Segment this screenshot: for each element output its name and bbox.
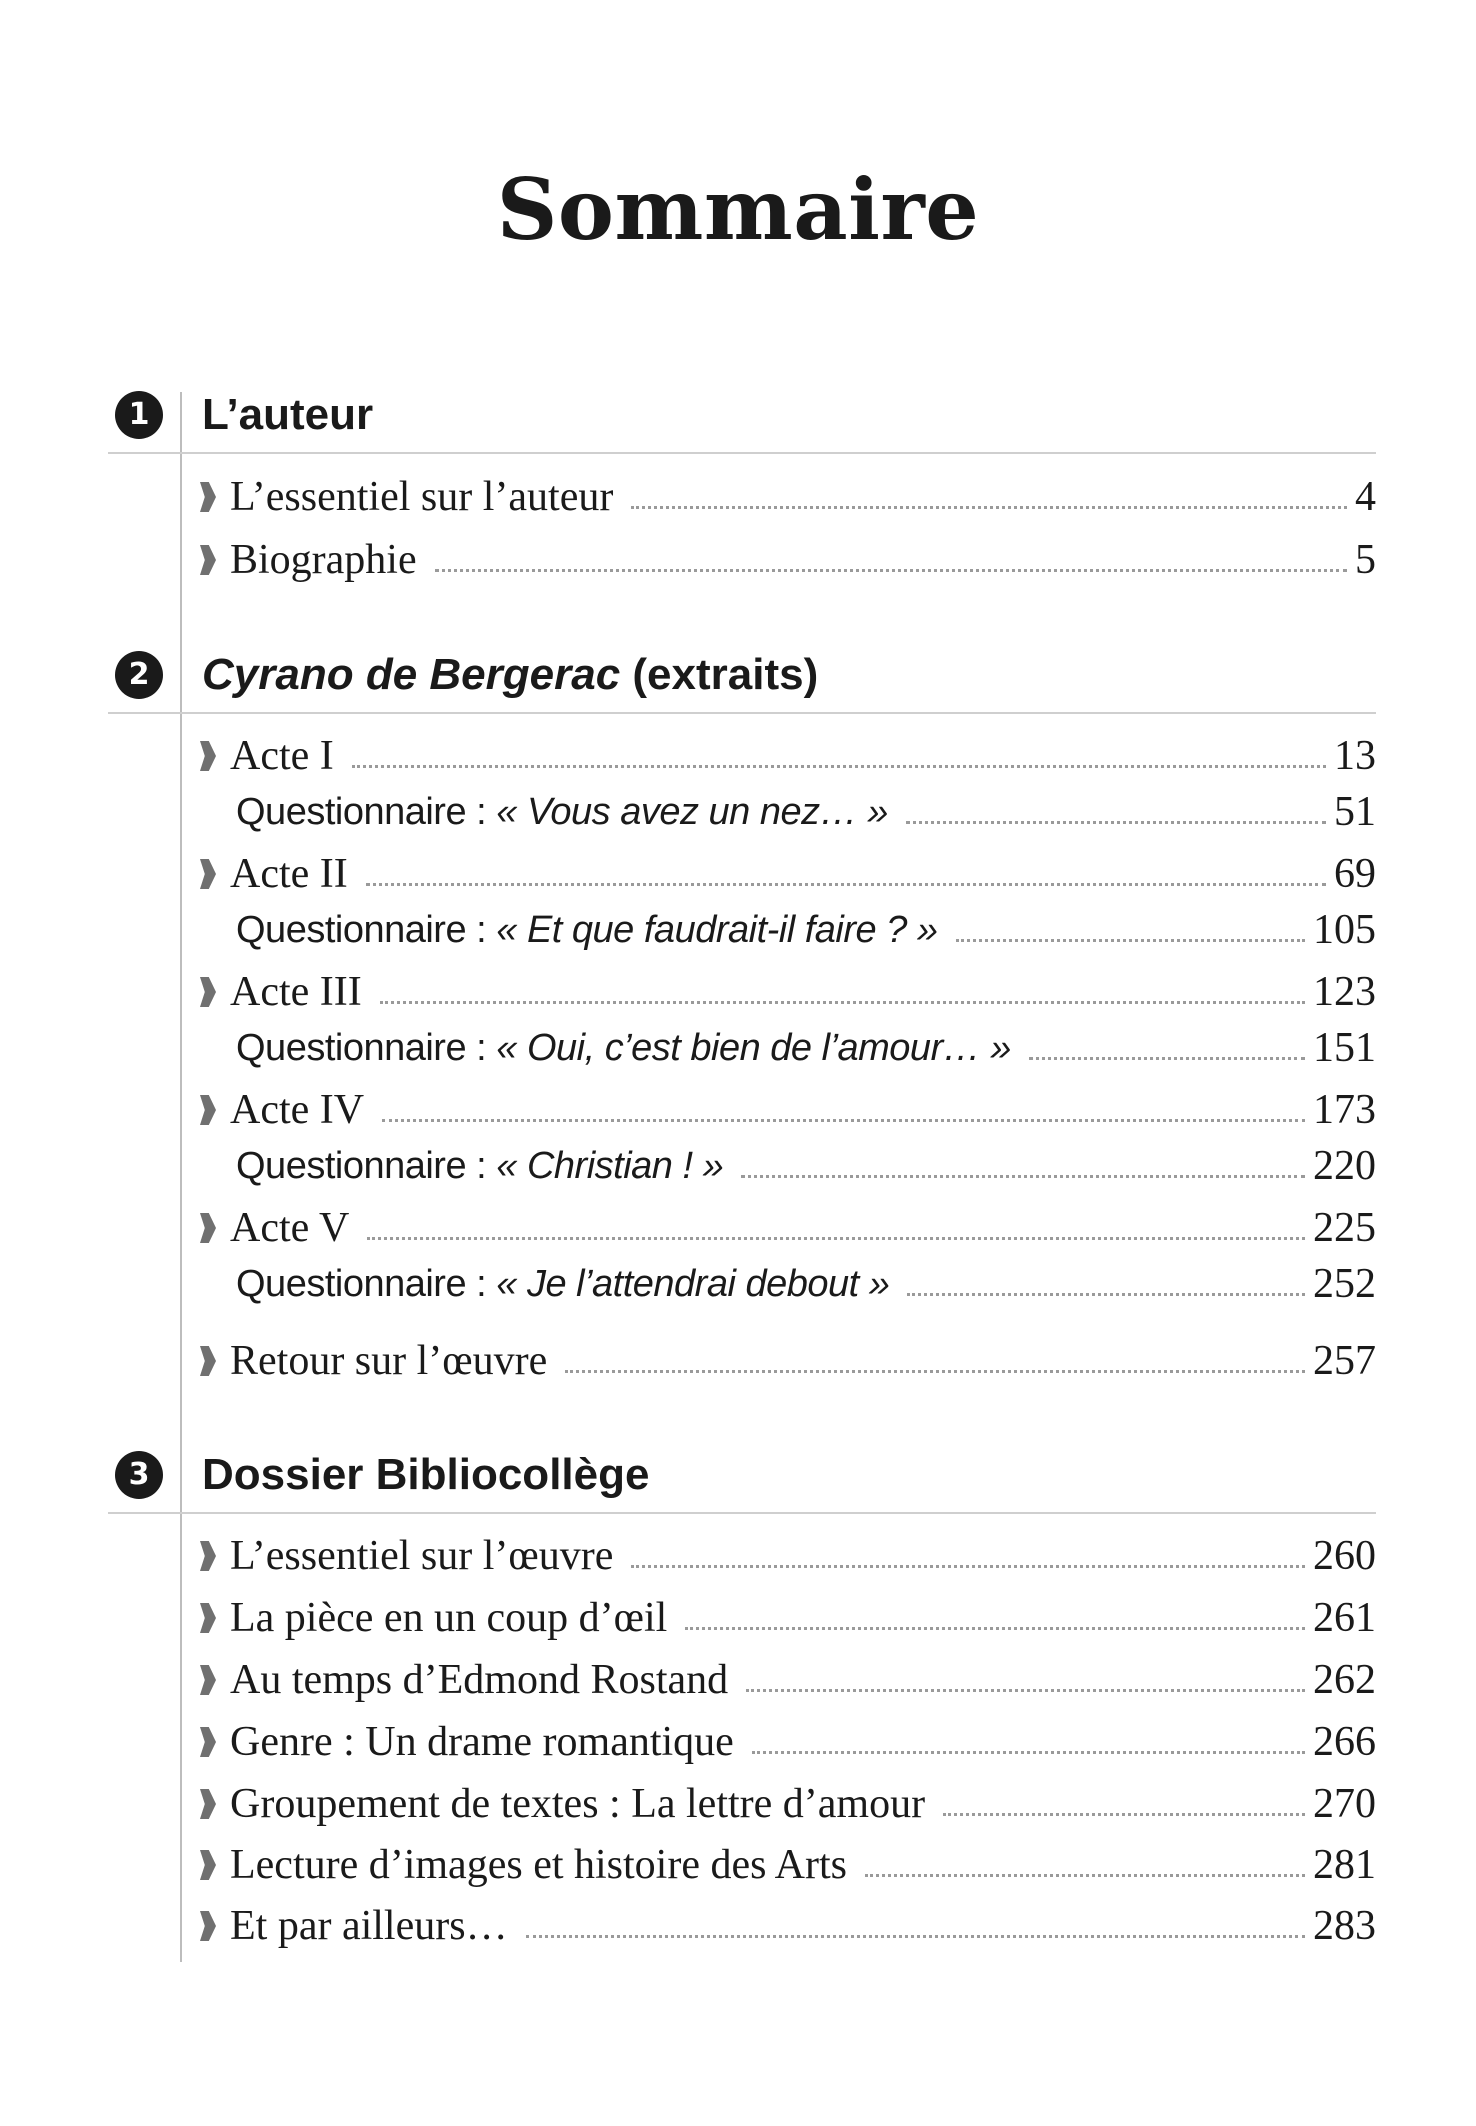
toc-entry[interactable] — [200, 1194, 1376, 1254]
bullet-arrow-icon — [200, 741, 216, 771]
dot-leader — [366, 883, 1326, 886]
dot-leader — [1029, 1057, 1305, 1060]
section-number-badge: 2 — [115, 651, 163, 699]
entry-label: Groupement de textes : La lettre d’amour — [230, 1781, 926, 1827]
page-number: 260 — [1313, 1533, 1376, 1579]
section-number-badge: 1 — [115, 391, 163, 439]
section-title — [202, 647, 818, 703]
page-number: 270 — [1313, 1781, 1376, 1827]
entry-label: Acte III — [230, 969, 362, 1015]
toc-entry[interactable] — [200, 1327, 1376, 1387]
bullet-arrow-icon — [200, 859, 216, 889]
toc-entry[interactable] — [200, 526, 1376, 586]
section-title-italic: Cyrano de Bergerac — [202, 650, 621, 699]
entry-label — [236, 1140, 723, 1192]
dot-leader — [367, 1237, 1305, 1240]
page-number: 257 — [1313, 1338, 1376, 1384]
toc-subentry[interactable] — [236, 1250, 1376, 1310]
page-number: 123 — [1313, 969, 1376, 1015]
section-title — [202, 1447, 649, 1503]
toc-entry[interactable] — [200, 1831, 1376, 1891]
toc-entry[interactable] — [200, 1646, 1376, 1706]
entry-label — [236, 904, 938, 956]
entry-label — [236, 1258, 889, 1310]
page-number: 51 — [1334, 789, 1376, 835]
section-rule — [108, 712, 1376, 714]
page-number: 13 — [1334, 733, 1376, 779]
questionnaire-quote: « Oui, c’est bien de l’amour… » — [496, 1027, 1011, 1069]
page-title: Sommaire — [496, 160, 980, 259]
dot-leader — [435, 569, 1347, 572]
toc-entry[interactable] — [200, 840, 1376, 900]
dot-leader — [906, 821, 1326, 824]
questionnaire-quote: « Je l’attendrai debout » — [496, 1263, 890, 1305]
bullet-arrow-icon — [200, 1727, 216, 1757]
entry-label: Acte V — [230, 1205, 350, 1251]
toc-subentry[interactable] — [236, 896, 1376, 956]
entry-label: Lecture d’images et histoire des Arts — [230, 1842, 847, 1888]
entry-label: Genre : Un drame romantique — [230, 1719, 734, 1765]
page-number: 262 — [1313, 1657, 1376, 1703]
bullet-arrow-icon — [200, 545, 216, 575]
entry-label: Au temps d’Edmond Rostand — [230, 1657, 729, 1703]
questionnaire-quote: « Christian ! » — [496, 1145, 724, 1187]
page-number: 252 — [1313, 1261, 1376, 1307]
dot-leader — [746, 1689, 1305, 1692]
entry-label — [236, 1022, 1011, 1074]
bullet-arrow-icon — [200, 1541, 216, 1571]
bullet-arrow-icon — [200, 1665, 216, 1695]
bullet-arrow-icon — [200, 1789, 216, 1819]
entry-label — [236, 786, 888, 838]
section-title-text: Dossier Bibliocollège — [202, 1450, 650, 1499]
section-title — [202, 387, 373, 443]
dot-leader — [752, 1751, 1305, 1754]
dot-leader — [865, 1874, 1305, 1877]
toc-entry[interactable] — [200, 1708, 1376, 1768]
entry-label: Acte I — [230, 733, 334, 779]
entry-label: Et par ailleurs… — [230, 1903, 508, 1949]
section-title-rest: (extraits) — [620, 650, 819, 699]
bullet-arrow-icon — [200, 1850, 216, 1880]
bullet-arrow-icon — [200, 1603, 216, 1633]
vertical-rule — [180, 392, 182, 1962]
toc-subentry[interactable] — [236, 778, 1376, 838]
dot-leader — [526, 1935, 1305, 1938]
entry-label: La pièce en un coup d’œil — [230, 1595, 668, 1641]
page-number: 220 — [1313, 1143, 1376, 1189]
page-number: 151 — [1313, 1025, 1376, 1071]
dot-leader — [685, 1627, 1305, 1630]
dot-leader — [380, 1001, 1305, 1004]
entry-label: L’essentiel sur l’œuvre — [230, 1533, 614, 1579]
page-number: 173 — [1313, 1087, 1376, 1133]
toc-subentry[interactable] — [236, 1132, 1376, 1192]
dot-leader — [352, 765, 1326, 768]
section-number-badge: 3 — [115, 1451, 163, 1499]
bullet-arrow-icon — [200, 1911, 216, 1941]
dot-leader — [631, 1565, 1305, 1568]
toc-entry[interactable] — [200, 1076, 1376, 1136]
entry-label: Biographie — [230, 537, 417, 583]
toc-entry[interactable] — [200, 1892, 1376, 1952]
questionnaire-label: Questionnaire : — [236, 1263, 497, 1305]
dot-leader — [565, 1370, 1305, 1373]
entry-label: Acte II — [230, 851, 348, 897]
bullet-arrow-icon — [200, 977, 216, 1007]
page-number: 105 — [1313, 907, 1376, 953]
bullet-arrow-icon — [200, 1346, 216, 1376]
questionnaire-label: Questionnaire : — [236, 791, 497, 833]
dot-leader — [943, 1813, 1305, 1816]
page-number: 281 — [1313, 1842, 1376, 1888]
questionnaire-label: Questionnaire : — [236, 1027, 497, 1069]
toc-entry[interactable] — [200, 1584, 1376, 1644]
dot-leader — [907, 1293, 1305, 1296]
dot-leader — [741, 1175, 1305, 1178]
questionnaire-label: Questionnaire : — [236, 1145, 497, 1187]
toc-entry[interactable] — [200, 1770, 1376, 1830]
toc-entry[interactable] — [200, 958, 1376, 1018]
page-number: 261 — [1313, 1595, 1376, 1641]
entry-label: Acte IV — [230, 1087, 365, 1133]
dot-leader — [631, 506, 1347, 509]
bullet-arrow-icon — [200, 1213, 216, 1243]
bullet-arrow-icon — [200, 482, 216, 512]
toc-entry[interactable] — [200, 1522, 1376, 1582]
entry-label: L’essentiel sur l’auteur — [230, 474, 614, 520]
page-number: 4 — [1355, 474, 1376, 520]
page-number: 5 — [1355, 537, 1376, 583]
dot-leader — [956, 939, 1305, 942]
questionnaire-quote: « Et que faudrait-il faire ? » — [496, 909, 938, 951]
dot-leader — [382, 1119, 1305, 1122]
toc-entry[interactable] — [200, 722, 1376, 782]
page-number: 283 — [1313, 1903, 1376, 1949]
section-title-text: L’auteur — [202, 390, 374, 439]
questionnaire-quote: « Vous avez un nez… » — [496, 791, 888, 833]
page-number: 266 — [1313, 1719, 1376, 1765]
entry-label: Retour sur l’œuvre — [230, 1338, 548, 1384]
bullet-arrow-icon — [200, 1095, 216, 1125]
section-rule — [108, 452, 1376, 454]
questionnaire-label: Questionnaire : — [236, 909, 497, 951]
page-number: 225 — [1313, 1205, 1376, 1251]
page-number: 69 — [1334, 851, 1376, 897]
toc-subentry[interactable] — [236, 1014, 1376, 1074]
section-rule — [108, 1512, 1376, 1514]
toc-entry[interactable] — [200, 463, 1376, 523]
